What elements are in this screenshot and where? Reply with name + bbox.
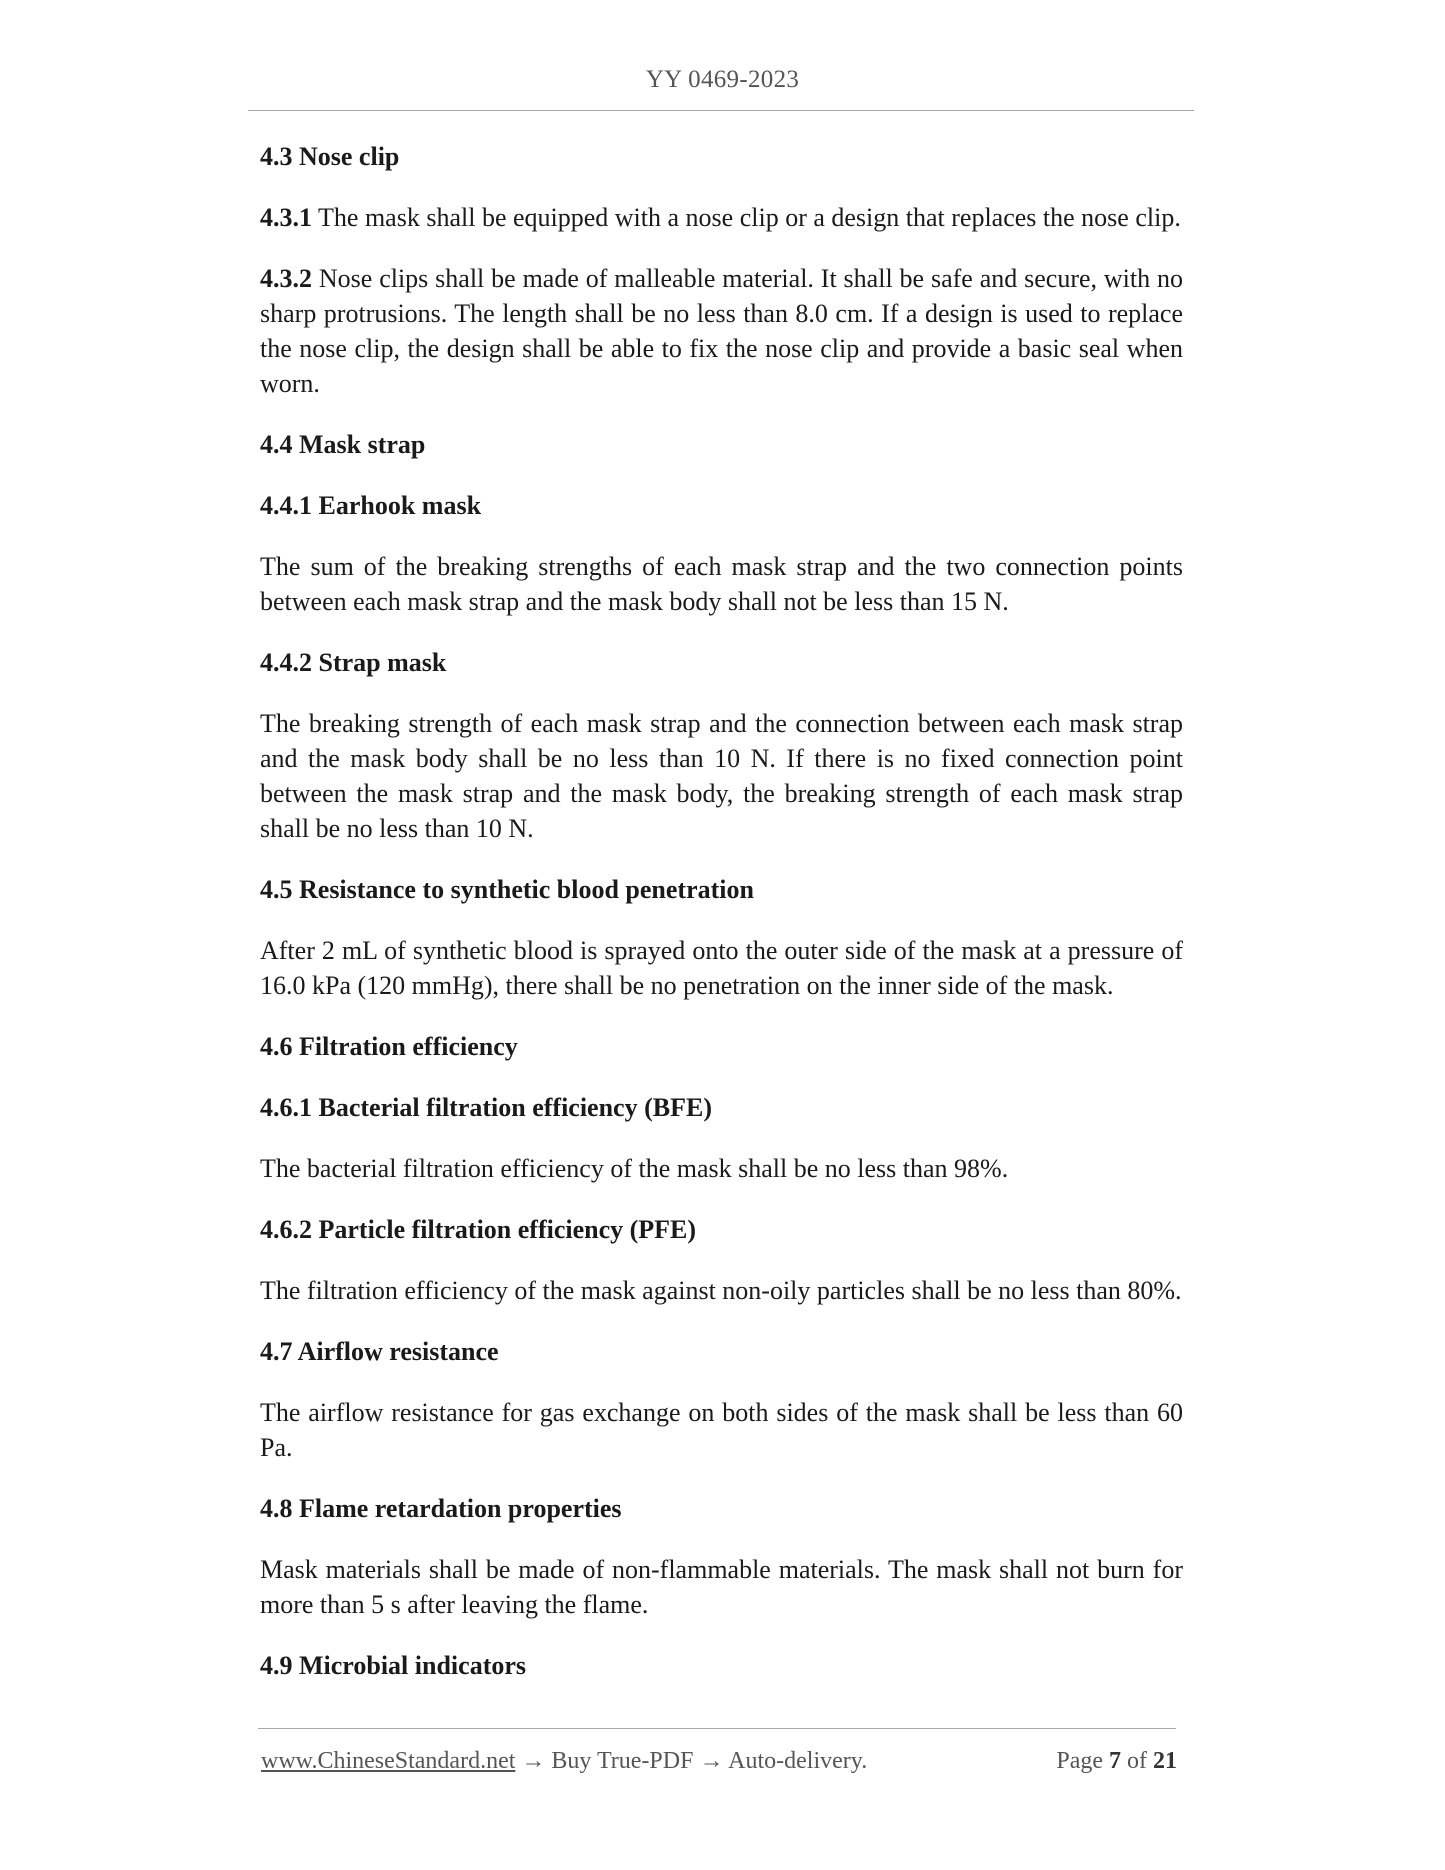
footer-promo xyxy=(261,1748,867,1775)
section-heading-4-6: 4.6 Filtration efficiency xyxy=(260,1032,518,1061)
section-heading-4-7: 4.7 Airflow resistance xyxy=(260,1337,499,1366)
paragraph-4-6-1: The bacterial filtration efficiency of the mask shall be no less than 98%. xyxy=(260,1154,1009,1183)
clause-text: The mask shall be equipped with a nose clip or a design that replaces the nose clip. xyxy=(312,203,1181,232)
paragraph-4-7: The airflow resistance for gas exchange on both sides of the mask shall be less than 60 Pa. xyxy=(260,1398,1183,1462)
page-indicator xyxy=(1056,1748,1177,1775)
of-label: of xyxy=(1127,1748,1147,1774)
section-heading-4-6-1: 4.6.1 Bacterial filtration efficiency (BFE) xyxy=(260,1093,712,1122)
clause-number: 4.3.1 xyxy=(260,203,312,232)
clause-4-3-1 xyxy=(260,200,1183,235)
section-heading-4-4: 4.4 Mask strap xyxy=(260,430,426,459)
paragraph-4-6-2: The filtration efficiency of the mask against non-oily particles shall be no less than 80%. xyxy=(260,1276,1182,1305)
section-heading-4-6-2: 4.6.2 Particle filtration efficiency (PFE) xyxy=(260,1215,697,1244)
paragraph-4-5: After 2 mL of synthetic blood is sprayed onto the outer side of the mask at a pressure of 16.0 kPa (120 mmHg), there shall be no penetration on the inner side of the mask. xyxy=(260,936,1183,1000)
current-page-number: 7 xyxy=(1109,1748,1121,1774)
clause-number: 4.3.2 xyxy=(260,264,312,293)
paragraph-4-8: Mask materials shall be made of non-flammable materials. The mask shall not burn for more than 5 s after leaving the flame. xyxy=(260,1555,1183,1619)
header-divider xyxy=(248,110,1194,111)
section-heading-4-4-2: 4.4.2 Strap mask xyxy=(260,648,447,677)
auto-delivery-text: Auto-delivery. xyxy=(728,1748,868,1774)
total-pages-number: 21 xyxy=(1153,1748,1177,1774)
document-body xyxy=(260,139,1183,1709)
arrow-right-icon: → xyxy=(521,1748,546,1774)
section-heading-4-8: 4.8 Flame retardation properties xyxy=(260,1494,622,1523)
arrow-right-icon: → xyxy=(699,1748,724,1774)
website-link[interactable]: www.ChineseStandard.net xyxy=(261,1748,516,1774)
page-label: Page xyxy=(1056,1748,1103,1774)
paragraph-4-4-2: The breaking strength of each mask strap and the connection between each mask strap and the mask body shall be no less than 10 N. If there is no fixed connection point between the mask strap and the mask body, the breaking strength of each mask strap shall be no less than 10 N. xyxy=(260,709,1183,843)
section-heading-4-3: 4.3 Nose clip xyxy=(260,142,400,171)
paragraph-4-4-1: The sum of the breaking strengths of each mask strap and the two connection points between each mask strap and the mask body shall not be less than 15 N. xyxy=(260,552,1183,616)
section-heading-4-4-1: 4.4.1 Earhook mask xyxy=(260,491,482,520)
section-heading-4-5: 4.5 Resistance to synthetic blood penetration xyxy=(260,875,754,904)
buy-true-pdf-text: Buy True-PDF xyxy=(551,1748,694,1774)
clause-text: Nose clips shall be made of malleable material. It shall be safe and secure, with no sharp protrusions. The length shall be no less than 8.0 cm. If a design is used to replace the nose clip, the design shall be able to fix the nose clip and provide a basic seal when worn. xyxy=(260,264,1183,398)
clause-4-3-2 xyxy=(260,261,1183,401)
document-header: YY 0469-2023 xyxy=(645,66,800,93)
section-heading-4-9: 4.9 Microbial indicators xyxy=(260,1651,527,1680)
footer-divider xyxy=(258,1728,1176,1729)
